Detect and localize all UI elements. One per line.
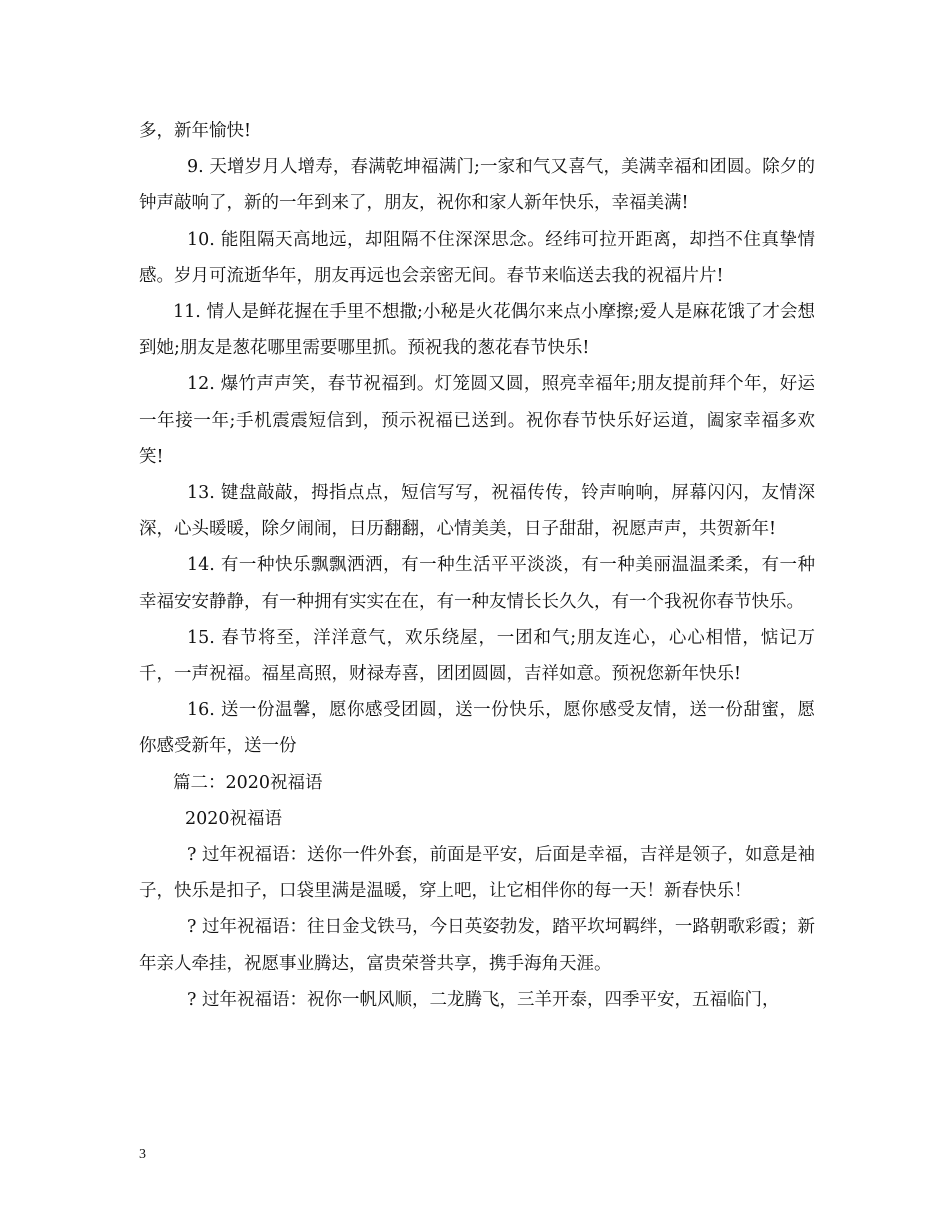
paragraph-item-14: 14. 有一种快乐飘飘洒洒，有一种生活平平淡淡，有一种美丽温温柔柔，有一种幸福安安静静，有一种拥有实实在在，有一种友情长长久久，有一个我祝你春节快乐。 bbox=[139, 555, 815, 612]
section-heading: 篇二：2020祝福语 bbox=[173, 772, 323, 793]
paragraph-item-13: 13. 键盘敲敲，拇指点点，短信写写，祝福传传，铃声响响，屏幕闪闪，友情深深，心头暖暖，除夕闹闹，日历翻翻，心情美美，日子甜甜，祝愿声声，共贺新年! bbox=[139, 483, 815, 540]
section-subheading: 2020祝福语 bbox=[185, 808, 283, 829]
paragraph-item-9: 9. 天增岁月人增寿，春满乾坤福满门;一家和气又喜气，美满幸福和团圆。除夕的钟声敲响了，新的一年到来了，朋友，祝你和家人新年快乐，幸福美满! bbox=[139, 157, 815, 214]
paragraph-greeting-3: ? 过年祝福语：祝你一帆风顺，二龙腾飞，三羊开泰，四季平安，五福临门， bbox=[187, 989, 780, 1010]
document-body bbox=[139, 113, 815, 1018]
paragraph-continuation: 多，新年愉快! bbox=[139, 121, 252, 141]
paragraph-item-10: 10. 能阻隔天高地远，却阻隔不住深深思念。经纬可拉开距离，却挡不住真挚情感。岁月可流逝华年，朋友再远也会亲密无间。春节来临送去我的祝福片片! bbox=[139, 229, 815, 286]
paragraph-greeting-1: ? 过年祝福语：送你一件外套，前面是平安，后面是幸福，吉祥是领子，如意是袖子，快乐是扣子，口袋里满是温暖，穿上吧，让它相伴你的每一天！新春快乐！ bbox=[139, 845, 815, 902]
paragraph-item-16: 16. 送一份温馨，愿你感受团圆，送一份快乐，愿你感受友情，送一份甜蜜，愿你感受新年，送一份 bbox=[139, 700, 815, 757]
paragraph-item-12: 12. 爆竹声声笑，春节祝福到。灯笼圆又圆，照亮幸福年;朋友提前拜个年，好运一年接一年;手机震震短信到，预示祝福已送到。祝你春节快乐好运道，阖家幸福多欢笑! bbox=[139, 374, 815, 467]
paragraph-greeting-2: ? 过年祝福语：往日金戈铁马，今日英姿勃发，踏平坎坷羁绊，一路朝歌彩霞；新年亲人牵挂，祝愿事业腾达，富贵荣誉共享，携手海角天涯。 bbox=[139, 917, 815, 974]
paragraph-item-11: 11. 情人是鲜花握在手里不想撒;小秘是火花偶尔来点小摩擦;爱人是麻花饿了才会想到她;朋友是葱花哪里需要哪里抓。预祝我的葱花春节快乐! bbox=[139, 302, 815, 359]
page-number: 3 bbox=[139, 1147, 146, 1162]
paragraph-item-15: 15. 春节将至，洋洋意气，欢乐绕屋，一团和气;朋友连心，心心相惜，惦记万千，一声祝福。福星高照，财禄寿喜，团团圆圆，吉祥如意。预祝您新年快乐! bbox=[139, 627, 815, 685]
